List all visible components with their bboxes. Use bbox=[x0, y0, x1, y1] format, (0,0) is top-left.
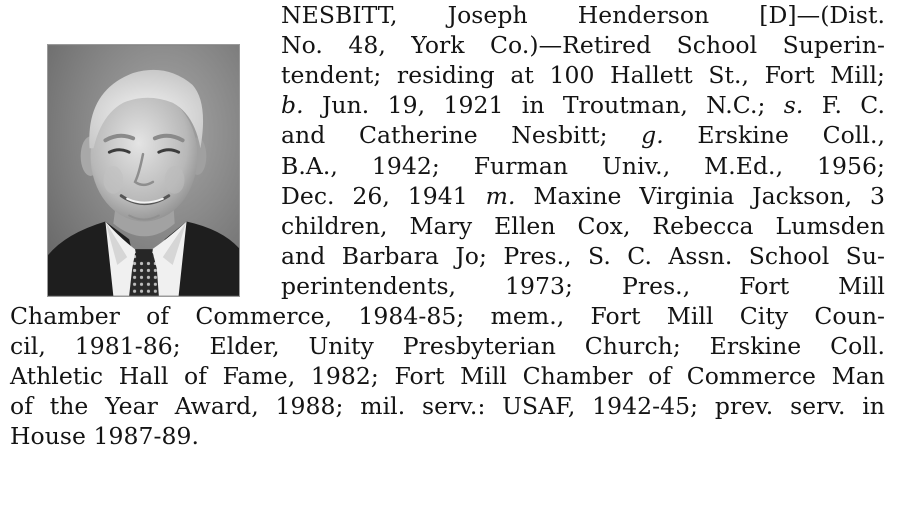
text-line bbox=[281, 211, 885, 241]
text-segment: NESBITT, Joseph Henderson [D]—(Dist. bbox=[281, 1, 885, 29]
text-segment: of the Year Award, 1988; mil. serv.: USAF, 1942-45; prev. serv. in bbox=[10, 392, 885, 421]
italic-abbreviation: g. bbox=[641, 121, 664, 150]
text-segment: Athletic Hall of Fame, 1982; Fort Mill Chamber of Commerce Man bbox=[10, 362, 885, 391]
text-line bbox=[10, 361, 885, 391]
text-line bbox=[281, 120, 885, 150]
text-segment: and Barbara Jo; Pres., S. C. Assn. School Su- bbox=[281, 241, 885, 270]
text-line bbox=[10, 421, 885, 451]
text-segment: F. C. bbox=[803, 91, 886, 120]
text-line bbox=[281, 30, 885, 60]
text-line bbox=[281, 151, 885, 181]
text-line bbox=[281, 0, 885, 30]
portrait-photo-icon bbox=[47, 44, 240, 297]
text-segment: tendent; residing at 100 Hallett St., Fort Mill; bbox=[281, 61, 885, 90]
text-segment: cil, 1981-86; Elder, Unity Presbyterian Church; Erskine Coll. bbox=[10, 332, 885, 361]
text-segment: Erskine Coll., bbox=[663, 121, 885, 150]
text-line bbox=[281, 241, 885, 271]
text-segment: perintendents, 1973; Pres., Fort Mill bbox=[281, 271, 885, 300]
text-segment: Chamber of Commerce, 1984-85; mem., Fort Mill City Coun- bbox=[10, 302, 885, 330]
text-segment: children, Mary Ellen Cox, Rebecca Lumsden bbox=[281, 211, 885, 240]
text-line bbox=[281, 181, 885, 211]
text-segment: and Catherine Nesbitt; bbox=[281, 121, 642, 150]
text-segment: Maxine Virginia Jackson, 3 bbox=[515, 181, 885, 210]
italic-abbreviation: m. bbox=[485, 181, 516, 210]
text-line bbox=[10, 331, 885, 361]
text-line bbox=[10, 391, 885, 421]
italic-abbreviation: b. bbox=[281, 91, 304, 120]
text-segment: No. 48, York Co.)—Retired School Superin- bbox=[281, 31, 885, 60]
text-segment: House 1987-89. bbox=[10, 422, 200, 451]
text-line bbox=[281, 271, 885, 301]
text-line bbox=[281, 60, 885, 90]
text-line bbox=[281, 90, 885, 120]
italic-abbreviation: s. bbox=[783, 91, 804, 120]
text-line bbox=[10, 301, 885, 331]
text-segment: Jun. 19, 1921 in Troutman, N.C.; bbox=[303, 91, 784, 120]
text-segment: B.A., 1942; Furman Univ., M.Ed., 1956; bbox=[281, 151, 885, 180]
text-segment: Dec. 26, 1941 bbox=[281, 181, 486, 210]
